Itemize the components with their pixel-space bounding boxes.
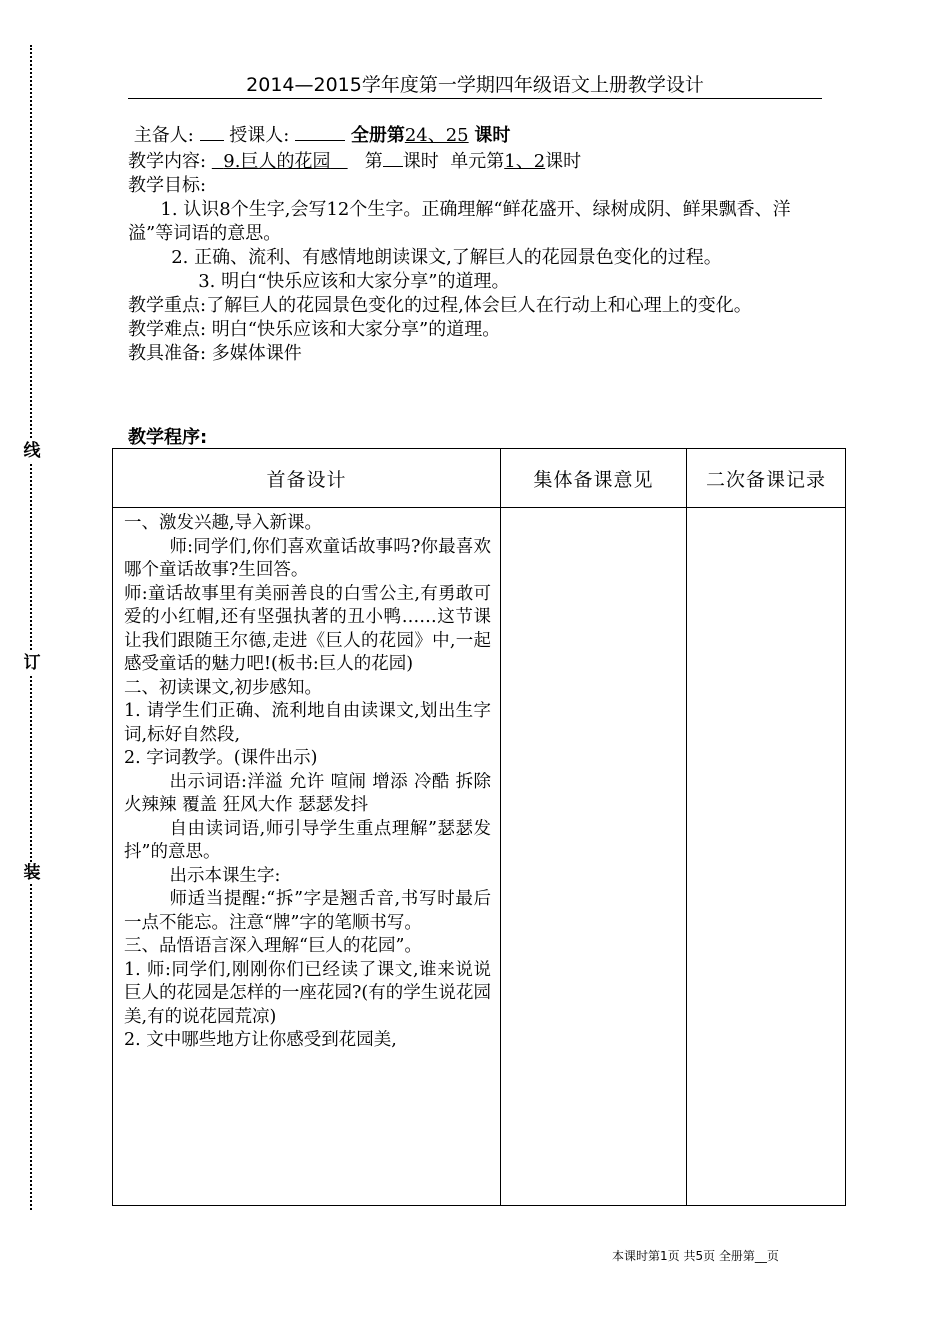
- design-paragraph: 出示本课生字:: [169, 865, 281, 886]
- preparer-row: [128, 122, 828, 148]
- design-paragraph: 二、初读课文,初步感知。: [124, 677, 323, 698]
- header-group-opinion: 集体备课意见: [501, 449, 687, 508]
- content-label: 教学内容:: [128, 151, 207, 172]
- design-paragraph: 师:童话故事里有美丽善良的白雪公主,有勇敢可爱的小红帽,还有坚强执著的丑小鸭……这节课让我们跟随王尔德,走进《巨人的花园》中,一起感受童话的魅力吧!(板书:巨人的花园): [124, 583, 491, 674]
- binding-dotted-line: [30, 45, 32, 1210]
- first-design-content: [114, 509, 499, 1204]
- total-prefix: 全册第: [350, 125, 405, 146]
- table-body-row: [113, 508, 846, 1206]
- design-paragraph: 三、品悟语言深入理解“巨人的花园”。: [124, 936, 422, 956]
- goal-1: 1. 认识8个生字,会写12个生字。正确理解“鲜花盛开、绿树成阴、鲜果飘香、洋溢”等词语的意思。: [128, 199, 791, 244]
- content-value: 9.巨人的花园: [223, 151, 331, 172]
- first-design-cell: [113, 508, 501, 1206]
- design-paragraph: 2. 文中哪些地方让你感受到花园美,: [124, 1030, 397, 1050]
- preparer-label: 主备人:: [133, 125, 194, 146]
- design-paragraph: 1. 师:同学们,刚刚你们已经读了课文,谁来说说巨人的花园是怎样的一座花园?(有的学生说花园美,有的说花园荒凉): [124, 959, 491, 1027]
- binding-char-line: 线: [23, 441, 41, 461]
- unit-suffix: 课时: [545, 151, 582, 172]
- group-opinion-cell[interactable]: [501, 508, 687, 1206]
- teacher-blank: [295, 122, 345, 141]
- page-footer: 本课时第1页 共5页 全册第__页: [612, 1249, 779, 1263]
- design-paragraph: 一、激发兴趣,导入新课。: [124, 513, 323, 533]
- lesson-meta: [128, 122, 828, 366]
- second-record-cell[interactable]: [687, 508, 846, 1206]
- preparer-blank: [200, 122, 224, 141]
- content-row: [128, 148, 828, 174]
- lesson-blank: [383, 148, 403, 167]
- binding-char-order: 订: [23, 653, 41, 673]
- teacher-label: 授课人:: [229, 125, 290, 146]
- teaching-tools: 教具准备: 多媒体课件: [128, 343, 302, 364]
- table-header-row: [113, 449, 846, 508]
- document-title: 2014—2015学年度第一学期四年级语文上册教学设计: [128, 72, 822, 99]
- lesson-suffix: 课时: [402, 151, 439, 172]
- header-second-record: 二次备课记录: [687, 449, 846, 508]
- goal-2: 2. 正确、流利、有感情地朗读课文,了解巨人的花园景色变化的过程。: [171, 247, 722, 268]
- goal-3: 3. 明白“快乐应该和大家分享”的道理。: [198, 271, 510, 292]
- binding-char-bind: 装: [23, 863, 41, 883]
- program-label: 教学程序:: [128, 427, 208, 448]
- design-paragraph: 2. 字词教学。(课件出示): [124, 748, 318, 768]
- lesson-prefix: 第: [364, 151, 383, 172]
- key-points: 教学重点:了解巨人的花园景色变化的过程,体会巨人在行动上和心理上的变化。: [128, 295, 752, 316]
- total-suffix: 课时: [474, 125, 511, 146]
- difficulty: 教学难点: 明白“快乐应该和大家分享”的道理。: [128, 319, 501, 340]
- design-paragraph: 师:同学们,你们喜欢童话故事吗?你最喜欢哪个童话故事?生回答。: [124, 536, 491, 580]
- design-paragraph: 出示词语:洋溢 允许 喧闹 增添 冷酷 拆除 火辣辣 覆盖 狂风大作 瑟瑟发抖: [124, 771, 491, 815]
- unit-value: 1、2: [504, 151, 546, 172]
- design-paragraph: 自由读词语,师引导学生重点理解”瑟瑟发抖”的意思。: [124, 818, 491, 862]
- total-value: 24、25: [404, 125, 469, 146]
- design-paragraph: 1. 请学生们正确、流利地自由读课文,划出生字词,标好自然段,: [124, 701, 491, 745]
- goals-label: 教学目标:: [128, 175, 207, 196]
- design-paragraph: 师适当提醒:“拆”字是翘舌音,书写时最后一点不能忘。注意“牌”字的笔顺书写。: [124, 889, 491, 933]
- unit-prefix: 单元第: [450, 151, 505, 172]
- header-first-design: 首备设计: [113, 449, 501, 508]
- lesson-table: [112, 448, 846, 1206]
